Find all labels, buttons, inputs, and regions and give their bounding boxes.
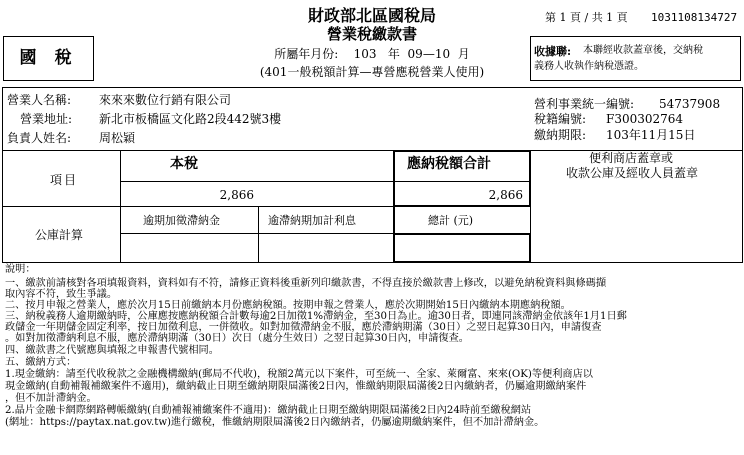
table-col-rule-2 [258, 206, 259, 262]
form-subtitle: (401一般税額計算—專營應税營業人使用) [259, 65, 485, 79]
note-line: 現金繳納(自動補報補繳案件不適用)，繳納截止日期至繳納期限屆滿後2日內，惟繳納期限屆滿後2日內繳納者，仍屬逾期繳納案件 [5, 381, 587, 392]
note-line: 取內容不符，致生爭議。 [5, 289, 118, 300]
period-line: 所屬年月份: 103 年 09—10 月 [274, 47, 470, 61]
note-line: 。如對加徵滯納利息不服，應於滯納期滿（30日）次日（處分生效日）之翌日起算30日內，申請復查。 [5, 333, 469, 344]
note-line: ，但不加計滯納金。 [5, 393, 97, 404]
uid-value: 54737908 [659, 97, 721, 111]
tax-office-title: 財政部北區國稅局 [307, 6, 436, 25]
grand-total-box [393, 233, 531, 263]
note-line: 二、按月申報之營業人，應於次月15日前繳納本月份應納稅額。按期申報之營業人，應於次期開始15日內繳納本期應納稅額。 [5, 300, 571, 311]
form-title: 營業稅繳款書 [326, 25, 417, 43]
treasury-calc-label: 公庫計算 [35, 228, 84, 242]
late-fee-label: 逾期加徵滯納金 [143, 214, 220, 227]
business-address-label: 營業地址: [20, 112, 73, 126]
item-label: 項目 [50, 173, 79, 187]
business-name-label: 營業人名稱: [7, 93, 72, 107]
note-line: 一、繳款前請核對各項填報資料，資料如有不符，請修正資料後重新列印繳款書，不得直接於繳款書上修改，以避免納稅資料與條碼擷 [5, 278, 607, 289]
owner-name-label: 負責人姓名: [7, 131, 72, 145]
page-info: 第 1 頁 / 共 1 頁 [545, 11, 628, 24]
grand-total-label: 總計 (元) [428, 214, 474, 227]
tax-id-value: F300302764 [606, 112, 684, 126]
receipt-label: 收據聯: [534, 45, 572, 58]
tax-id-label: 稅籍編號: [534, 112, 587, 126]
table-col-rule-1 [120, 150, 121, 262]
main-tax-amount: 2,866 [219, 188, 254, 202]
uid-label: 營利事業統一編號: [534, 97, 635, 111]
stamp-label-1: 便利商店蓋章或 [589, 151, 674, 165]
note-line: 2.晶片金融卡網際網路轉帳繳納(自動補報補繳案件不適用)：繳納截止日期至繳納期限屆滿後2日內24時前至繳稅網站 [5, 405, 532, 416]
total-tax-header: 應納稅額合計 [407, 156, 491, 172]
business-address: 新北市板橋區文化路2段442號3樓 [99, 112, 282, 126]
business-name: 來來來數位行銷有限公司 [99, 93, 232, 107]
receipt-note-1: 本聯經收款蓋章後，交納稅 [583, 45, 703, 56]
total-tax-amount: 2,866 [488, 188, 523, 202]
note-line: 五、繳納方式： [5, 357, 77, 368]
receipt-box [530, 36, 741, 81]
note-line: (網址：https://paytax.nat.gov.tw)進行繳稅，惟繳納期限屆滿後2日內繳納者，仍屬逾期繳納案件，但不加計滯納金。 [5, 417, 545, 428]
deadline-value: 103年11月15日 [606, 128, 696, 142]
document-number: 1031108134727 [651, 11, 738, 24]
note-line: 1.現金繳納：請至代收稅款之金融機構繳納(郵局不代收)，稅額2萬元以下案件，可至統一、全家、萊爾富、來來(OK)等便利商店以 [5, 369, 593, 380]
note-line: 政儲金一年期儲金固定利率，按日加徵利息，一併徵收。如對加徵滯納金不服，應於滯納期滿（30日）之翌日起算30日內，申請復查 [5, 322, 602, 333]
notes-title: 說明： [5, 264, 36, 275]
stamp-label-2: 收款公庫及經收人員蓋章 [566, 166, 699, 180]
late-interest-label: 逾滯納期加計利息 [268, 214, 356, 227]
main-tax-header: 本稅 [170, 156, 198, 172]
tax-type-label: 國 稅 [19, 48, 78, 68]
receipt-note-2: 義務人收執作納稅憑證。 [534, 61, 644, 72]
deadline-label: 繳納期限: [534, 128, 587, 142]
note-line: 三、納稅義務人逾期繳納時，公庫應按應納稅額合計數每逾2日加徵1%滯納金，至30日為止。逾30日者，即連同該滯納金依該年1月1日郵 [5, 311, 627, 322]
tax-type-box [3, 36, 94, 81]
note-line: 四、繳款書之代號應與填報之申報書代號相同。 [5, 345, 219, 356]
owner-name: 周松穎 [99, 131, 136, 145]
